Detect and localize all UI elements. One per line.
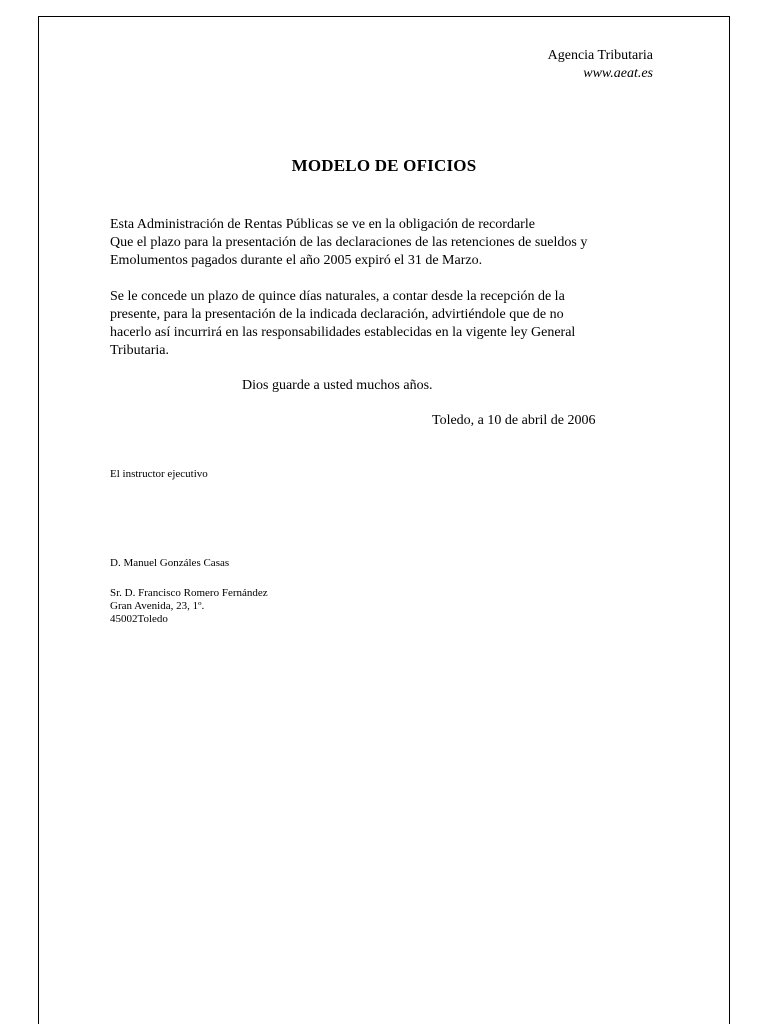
paragraph-line: presente, para la presentación de la indicada declaración, advirtiéndole que de no bbox=[110, 307, 564, 322]
signature-role: El instructor ejecutivo bbox=[110, 468, 208, 480]
paragraph-line: Se le concede un plazo de quince días naturales, a contar desde la recepción de la bbox=[110, 289, 565, 304]
signature-name: D. Manuel Gonzáles Casas bbox=[110, 557, 230, 569]
address-line: 45002Toledo bbox=[110, 613, 168, 625]
agency-header bbox=[548, 47, 653, 83]
paragraph-line: Esta Administración de Rentas Públicas se ve en la obligación de recordarle bbox=[110, 217, 535, 232]
address-line: Sr. D. Francisco Romero Fernández bbox=[110, 587, 268, 599]
paragraph-deadline bbox=[110, 288, 650, 360]
place-and-date: Toledo, a 10 de abril de 2006 bbox=[432, 413, 596, 428]
paragraph-reminder bbox=[110, 216, 650, 270]
recipient-address bbox=[110, 587, 268, 626]
paragraph-line: hacerlo así incurrirá en las responsabilidades establecidas en la vigente ley General bbox=[110, 325, 576, 340]
agency-website: www.aeat.es bbox=[583, 66, 653, 81]
paragraph-line: Que el plazo para la presentación de las declaraciones de las retenciones de sueldos y bbox=[110, 235, 588, 250]
address-line: Gran Avenida, 23, 1º. bbox=[110, 600, 205, 612]
document-title: MODELO DE OFICIOS bbox=[291, 156, 477, 175]
paragraph-line: Tributaria. bbox=[110, 343, 169, 358]
paragraph-line: Emolumentos pagados durante el año 2005 expiró el 31 de Marzo. bbox=[110, 253, 483, 268]
agency-name: Agencia Tributaria bbox=[547, 48, 653, 63]
document-page bbox=[38, 16, 730, 1024]
closing-greeting: Dios guarde a usted muchos años. bbox=[242, 378, 433, 393]
